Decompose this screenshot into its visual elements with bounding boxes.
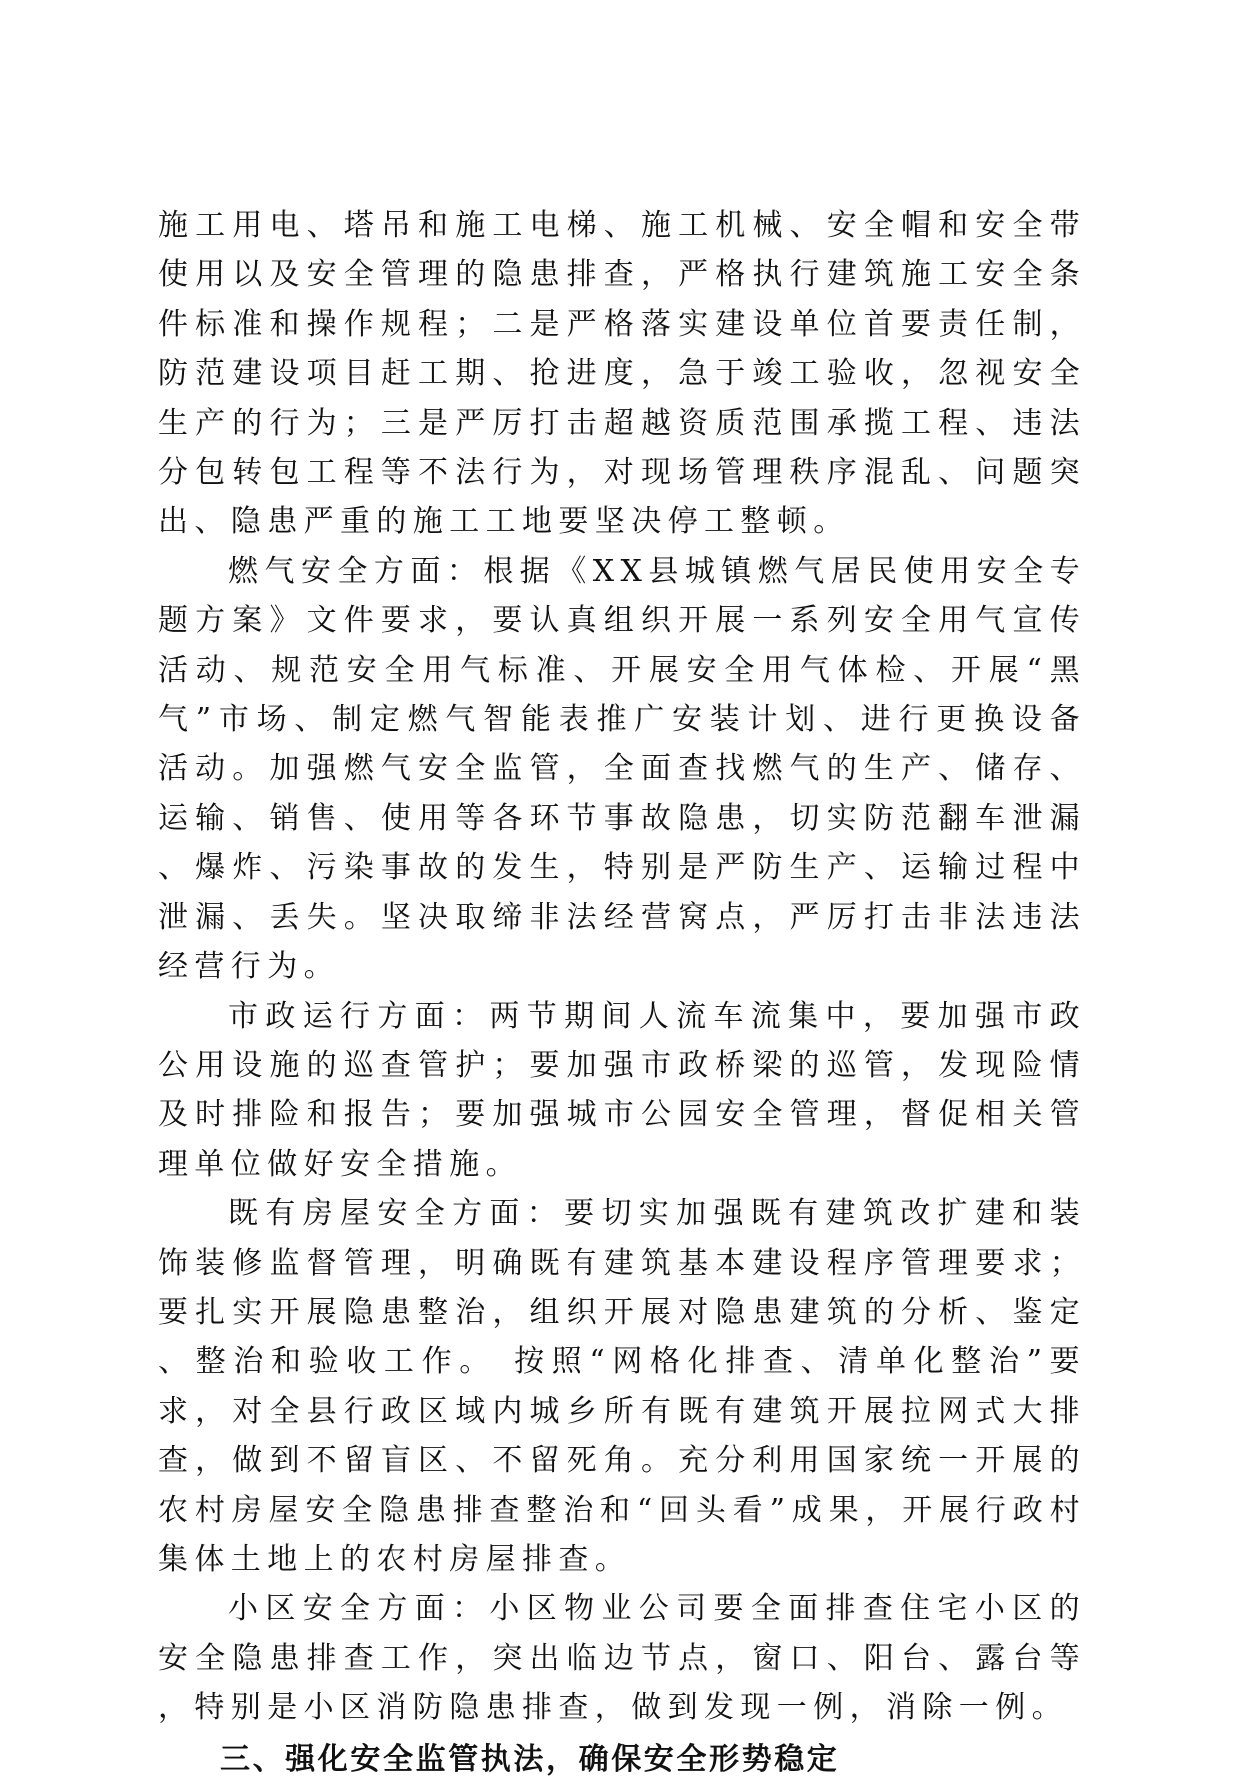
- paragraph-existing-housing-safety: 既有房屋安全方面：要切实加强既有建筑改扩建和装饰装修监督管理，明确既有建筑基本建设程序管理要求；要扎实开展隐患整治，组织开展对隐患建筑的分析、鉴定、整治和验收工作。 按照“网格化排查、清单化整治”要求，对全县行政区域内城乡所有既有建筑开展拉网式大排查，做到不留盲区、不留死角。充分利用国家统一开展的农村房屋安全隐患排查整治和“回头看”成果，开展行政村集体土地上的农村房屋排查。: [158, 1196, 1086, 1577]
- paragraph-residential-community-safety: 小区安全方面：小区物业公司要全面排查住宅小区的安全隐患排查工作，突出临边节点，窗口、阳台、露台等，特别是小区消防隐患排查，做到发现一例，消除一例。: [158, 1591, 1086, 1726]
- document-body: [158, 201, 1086, 1785]
- section-heading-three: 三、强化安全监管执法，确保安全形势稳定: [220, 1741, 840, 1777]
- paragraph-municipal-operation: 市政运行方面：两节期间人流车流集中，要加强市政公用设施的巡查管护；要加强市政桥梁的巡管，发现险情及时排险和报告；要加强城市公园安全管理，督促相关管理单位做好安全措施。: [158, 998, 1086, 1182]
- paragraph-construction-safety-continued: 施工用电、塔吊和施工电梯、施工机械、安全帽和安全带使用以及安全管理的隐患排查，严格执行建筑施工安全条件标准和操作规程；二是严格落实建设单位首要责任制，防范建设项目赶工期、抢进度，急于竣工验收，忽视安全生产的行为；三是严厉打击超越资质范围承揽工程、违法分包转包工程等不法行为，对现场管理秩序混乱、问题突出、隐患严重的施工工地要坚决停工整顿。: [158, 208, 1086, 540]
- paragraph-gas-safety: 燃气安全方面：根据《XX县城镇燃气居民使用安全专题方案》文件要求，要认真组织开展一系列安全用气宣传活动、规范安全用气标准、开展安全用气体检、开展“黑气”市场、制定燃气智能表推广安装计划、进行更换设备活动。加强燃气安全监管，全面查找燃气的生产、储存、运输、销售、使用等各环节事故隐患，切实防范翻车泄漏、爆炸、污染事故的发生，特别是严防生产、运输过程中泄漏、丢失。坚决取缔非法经营窝点，严厉打击非法违法经营行为。: [158, 553, 1086, 985]
